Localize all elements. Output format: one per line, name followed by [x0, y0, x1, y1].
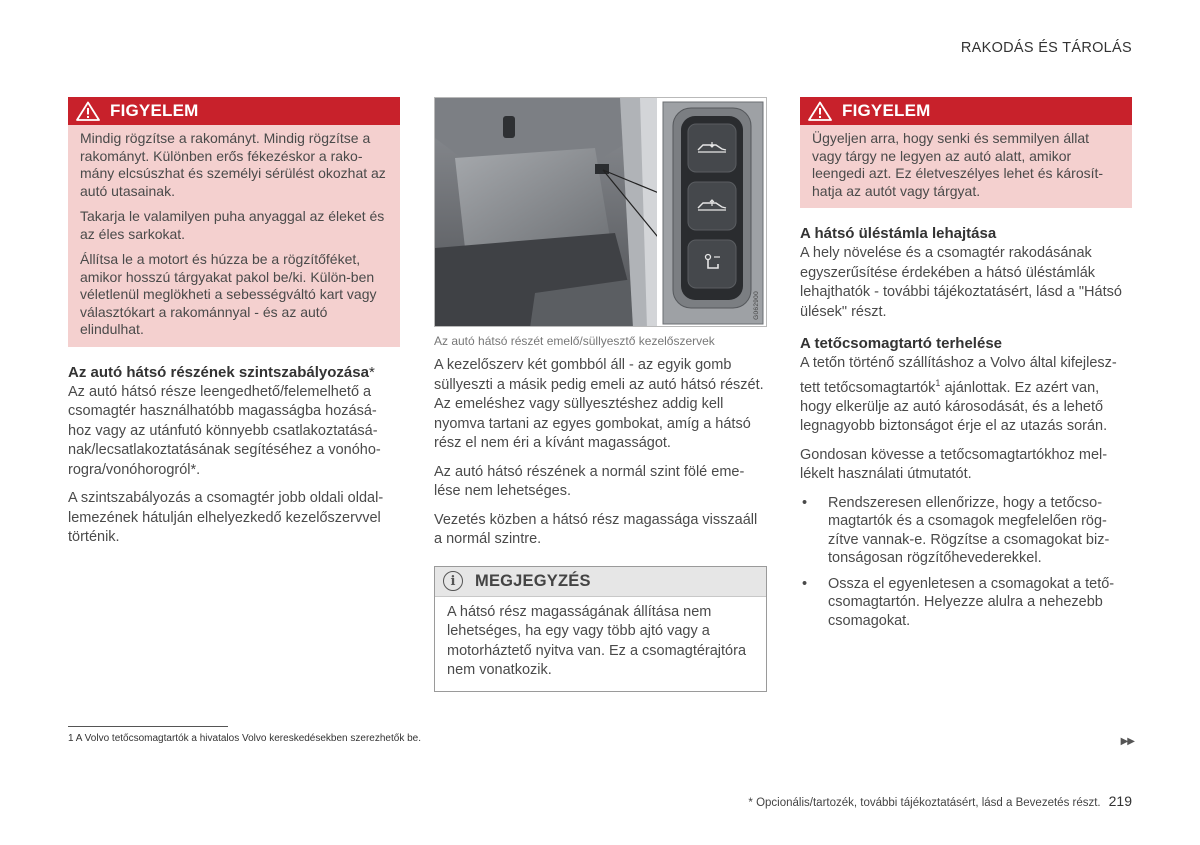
note-label: MEGJEGYZÉS: [475, 571, 591, 590]
tow-hitch-icon: [700, 253, 724, 275]
section-heading-roof: A tetőcsomagtartó terhelése: [800, 335, 1003, 352]
body-paragraph: A szintszabályozás a csomagtér jobb oldali oldal-lemezének hátulján elhelyezkedő kezelőszervvel történik.: [68, 490, 384, 545]
list-item: • Ossza el egyenletesen a csomagokat a tető-csomagtartón. Helyezze alulra a nehezebb csomagokat.: [802, 575, 1115, 629]
warning-triangle-icon: [76, 101, 100, 121]
warning-label: FIGYELEM: [842, 101, 931, 120]
column-left: [68, 97, 400, 557]
warning-header: [800, 97, 1132, 125]
car-raise-icon: [696, 199, 728, 213]
page-number: 219: [1108, 793, 1132, 809]
note-body: [435, 597, 766, 691]
roof-rack-bullets: [800, 494, 1132, 631]
warning-paragraph: Ügyeljen arra, hogy senki és semmilyen állat vagy tárgy ne legyen az autó alatt, amikor leengedi azt. Ez életveszélyes lehet és károsít-hatja az autót vagy tárgyat.: [812, 130, 1104, 199]
body-paragraph: A tetőn történő szállításhoz a Volvo által kifejlesz-tett tetőcsomagtartók$^1$ ajánlottak. Ez azért van, hogy elkerülje az autó károsodását, és a lehető legnagyobb biztonságot érje el az utazás során.: [800, 355, 1117, 435]
note-header: [435, 567, 766, 597]
body-paragraph: Gondosan kövesse a tetőcsomagtartókhoz mel-lékelt használati útmutatót.: [800, 446, 1108, 483]
body-paragraph: Vezetés közben a hátsó rész magassága visszaáll a normál szintre.: [434, 511, 758, 547]
footer-note: * Opcionális/tartozék, további tájékoztatásért, lásd a Bevezetés részt.: [748, 797, 1101, 809]
warning-body: [68, 125, 400, 347]
warning-paragraph: Mindig rögzítse a rakományt. Mindig rögzítse a rakományt. Különben erős fékezéskor a rako-mány elcsúszhat és személyi sérülést okozhat az autó utasainak.: [80, 130, 386, 199]
footnote: 1 A Volvo tetőcsomagtartók a hivatalos Volvo kereskedésekben szerezhetők be.: [68, 733, 421, 744]
column-right: [800, 97, 1132, 637]
body-paragraph: Az autó hátsó részének a normál szint fölé eme-lése nem lehetséges.: [434, 463, 745, 499]
warning-label: FIGYELEM: [110, 101, 199, 120]
warning-paragraph: Takarja le valamilyen puha anyaggal az éleket és az éles sarkokat.: [80, 208, 385, 242]
column-middle: [434, 97, 767, 692]
body-paragraph: A kezelőszerv két gombból áll - az egyik gomb süllyeszti a másik pedig emeli az autó hátsó részét. Az emeléshez vagy süllyesztéshez addig kell nyomva tartani az egyes gombokat, amíg a hátsó rész el nem éri a kívánt magasságot.: [434, 357, 764, 451]
running-header: RAKODÁS ÉS TÁROLÁS: [960, 40, 1132, 56]
body-paragraph: A hely növelése és a csomagtér rakodásának egyszerűsítése érdekében a hátsó üléstámlák lehajthatók - további tájékoztatásért, lásd a "Hátsó ülések" részt.: [800, 245, 1122, 320]
section-heading-seat: A hátsó üléstámla lehajtása: [800, 225, 997, 242]
warning-box: [68, 97, 400, 347]
footnote-ref: 1: [935, 377, 941, 388]
body-paragraph: Az autó hátsó része leengedhető/felemelhető a csomagtér használhatóbb magasságba hozásá-hoz vagy az utánfutó könnyebb csatlakoztatásá-nak/lecsatlakoztatásának segítéséhez a vonóho-rogra/vonóhorogról*.: [68, 383, 381, 478]
note-box: [434, 566, 767, 692]
section-heading-level: Az autó hátsó részének szintszabályozása*: [68, 363, 375, 381]
footnote-divider: [68, 726, 228, 727]
car-lower-icon: [696, 141, 728, 155]
info-circle-icon: i: [443, 571, 463, 591]
figure-caption: Az autó hátsó részét emelő/süllyesztő kezelőszervek: [434, 334, 715, 348]
note-text: A hátsó rész magasságának állítása nem lehetséges, ha egy vagy több ajtó vagy a motorháztető nyitva van. Ez a csomagtérajtóra nem vonatkozik.: [447, 603, 747, 678]
trunk-control-illustration: [434, 97, 767, 327]
figure-code: G062900: [753, 291, 760, 320]
page-footer: [748, 793, 1132, 809]
warning-box: [800, 97, 1132, 208]
list-item: • Rendszeresen ellenőrizze, hogy a tetőcso-magtartók és a csomagok megfelelően rög-zítve vannak-e. Rögzítse a csomagokat biz-tonságosan rögzítőhevederekkel.: [802, 494, 1110, 567]
warning-body: [800, 125, 1132, 208]
next-page-arrows-icon: ▶▶: [1120, 736, 1134, 747]
warning-triangle-icon: [808, 101, 832, 121]
warning-header: [68, 97, 400, 125]
warning-paragraph: Állítsa le a motort és húzza be a rögzítőféket, amikor hosszú tárgyakat pakol be/ki. Külön-ben véletlenül meglökheti a sebességváltó kart vagy választókart a rakománnyal - és az autó elindulhat.: [80, 251, 377, 337]
